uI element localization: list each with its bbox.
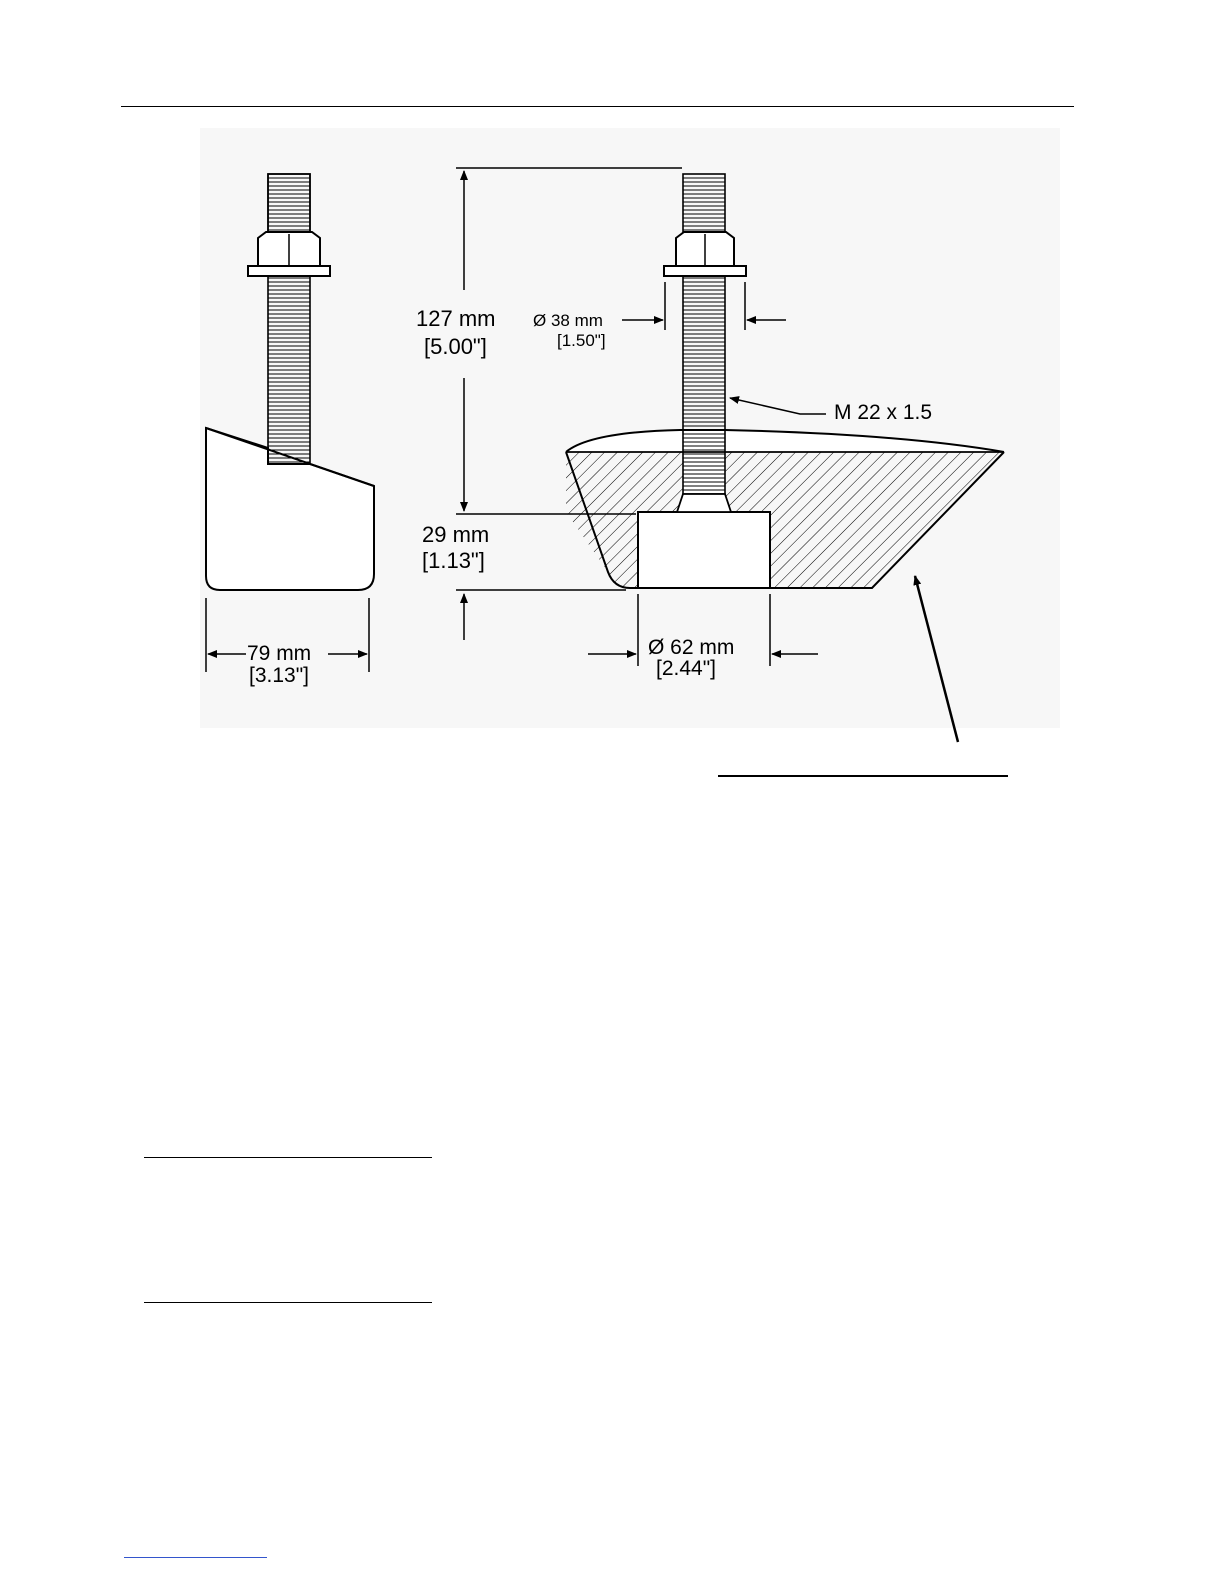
- footer-link-underline: [124, 1557, 267, 1558]
- overall-height-inch: [5.00"]: [424, 334, 487, 359]
- flange-diameter-inch: [1.50"]: [557, 331, 606, 350]
- section-rule-2: [144, 1302, 432, 1303]
- recess-depth-mm: 29 mm: [422, 522, 490, 547]
- flange-diameter-mm: Ø 38 mm: [533, 311, 603, 330]
- side-stud-tip-thread: [268, 174, 310, 234]
- recess: [638, 512, 770, 588]
- section-rule-1: [144, 1157, 432, 1158]
- thread-spec: M 22 x 1.5: [834, 401, 933, 424]
- recess-depth-inch: [1.13"]: [422, 548, 485, 573]
- overall-height-mm: 127 mm: [416, 306, 496, 331]
- stud-neck: [677, 494, 731, 512]
- side-washer: [248, 266, 330, 276]
- section-stud: [683, 174, 725, 494]
- side-width-mm: 79 mm: [247, 642, 312, 665]
- recess-diameter-inch: [2.44"]: [656, 657, 716, 680]
- side-width-inch: [3.13"]: [249, 664, 309, 687]
- caption-underline: [718, 775, 1008, 777]
- recess-diameter-mm: Ø 62 mm: [648, 636, 735, 659]
- section-washer: [664, 266, 746, 276]
